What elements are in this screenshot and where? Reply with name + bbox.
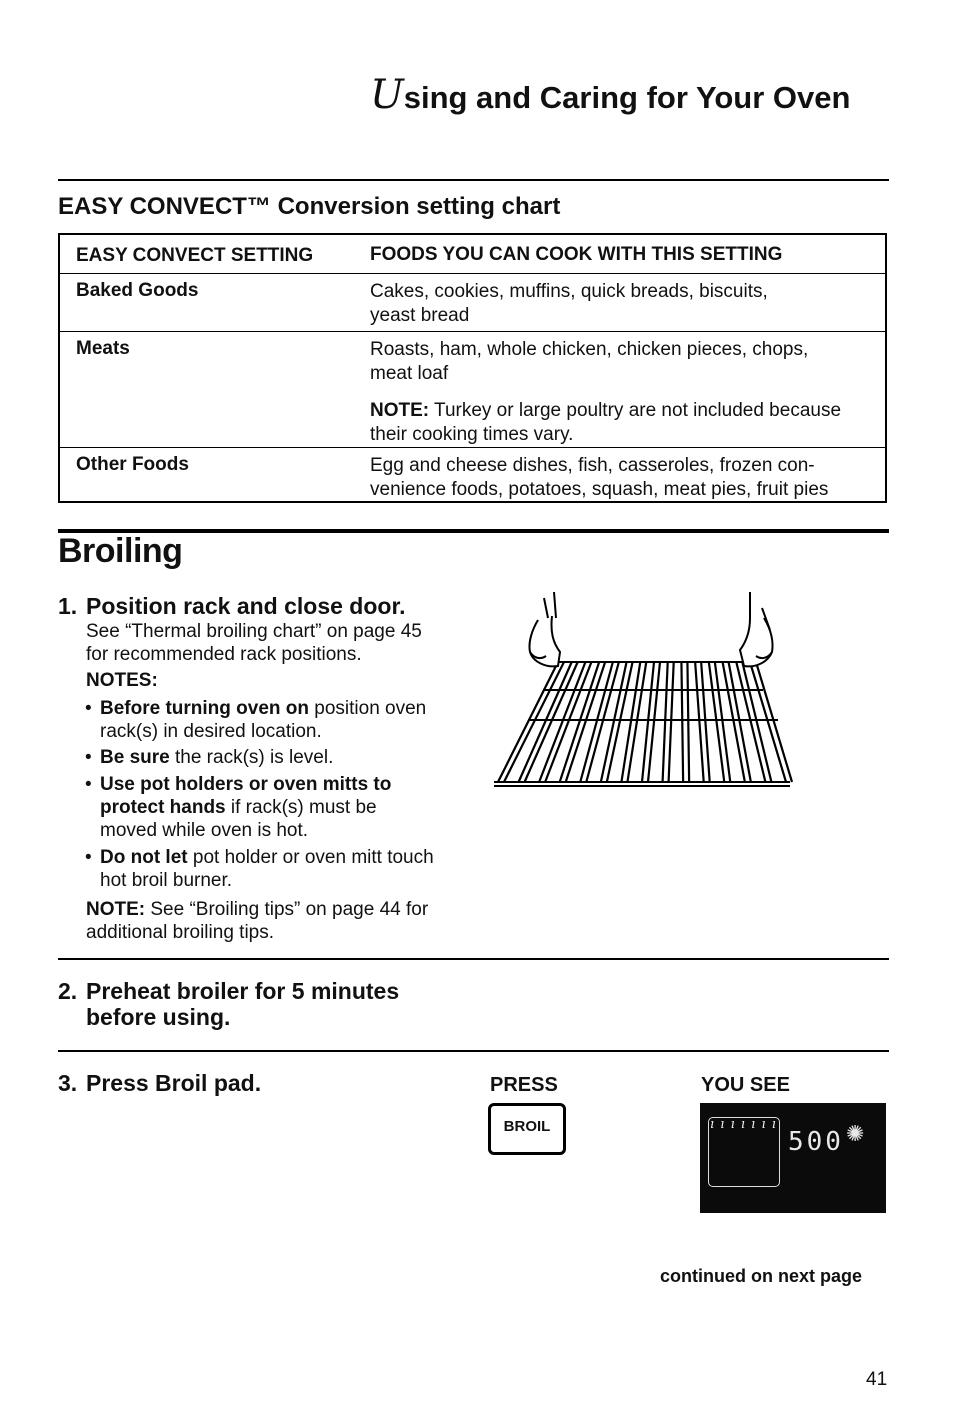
list-item xyxy=(85,773,392,842)
bullet-dot: • xyxy=(85,847,92,868)
bullet-bold: Do not let xyxy=(100,847,188,868)
section-divider xyxy=(58,958,889,960)
bullet-text: pot holder or oven mitt touch xyxy=(187,847,434,868)
foods-cell xyxy=(370,454,873,502)
foods-line: venience foods, potatoes, squash, meat pies, fruit pies xyxy=(370,479,829,500)
bullet-text: rack(s) in desired location. xyxy=(100,721,322,742)
column-header-setting: EASY CONVECT SETTING xyxy=(76,245,314,266)
foods-line: meat loaf xyxy=(370,363,449,384)
list-item xyxy=(85,846,434,892)
step-1-title: Position rack and close door. xyxy=(86,593,406,619)
conversion-table xyxy=(58,233,887,503)
foods-line: Egg and cheese dishes, fish, casseroles, frozen con- xyxy=(370,455,815,476)
you-see-label: YOU SEE xyxy=(701,1074,790,1096)
foods-cell xyxy=(370,280,873,328)
oven-display xyxy=(700,1103,886,1213)
section-divider xyxy=(58,1050,889,1052)
bullet-bold: Use pot holders or oven mitts to xyxy=(100,774,392,795)
note-text: their cooking times vary. xyxy=(370,424,574,445)
bullet-dot: • xyxy=(85,747,92,768)
table-row xyxy=(60,331,885,447)
bullet-dot: • xyxy=(85,774,92,795)
foods-line: Roasts, ham, whole chicken, chicken pieces, chops, xyxy=(370,339,809,360)
rack-wire xyxy=(504,662,564,782)
header-divider xyxy=(58,179,889,181)
step-1-number: 1. xyxy=(58,593,78,619)
foods-cell xyxy=(370,338,873,447)
body-line: See “Thermal broiling chart” on page 45 xyxy=(86,621,422,642)
rack-wire xyxy=(648,662,660,782)
note-text: additional broiling tips. xyxy=(86,922,275,943)
page-number: 41 xyxy=(866,1369,888,1390)
broil-pad-label: BROIL xyxy=(503,1118,551,1135)
broil-pad-icon xyxy=(488,1103,570,1159)
press-label: PRESS xyxy=(490,1074,558,1096)
step-1-note xyxy=(86,898,428,944)
setting-cell: Meats xyxy=(76,338,130,359)
continued-note: continued on next page xyxy=(660,1266,863,1286)
display-temperature: 500 xyxy=(788,1127,844,1157)
note-text: See “Broiling tips” on page 44 for xyxy=(145,899,429,920)
rack-wire xyxy=(663,662,668,782)
broil-flash-icon: ✺ xyxy=(846,1121,865,1146)
step-2-title-line: before using. xyxy=(86,1004,231,1030)
bullet-bold: protect hands xyxy=(100,797,226,818)
list-item xyxy=(85,746,334,769)
conversion-chart-heading: EASY CONVECT™ Conversion setting chart xyxy=(58,193,561,220)
bullet-text: if rack(s) must be xyxy=(225,797,377,818)
note-text: Turkey or large poultry are not included because xyxy=(429,400,842,421)
step-2-title-line: Preheat broiler for 5 minutes xyxy=(86,978,400,1004)
notes-label: NOTES: xyxy=(86,670,158,691)
title-script-letter: U xyxy=(370,72,404,118)
foods-line: Cakes, cookies, muffins, quick breads, biscuits, xyxy=(370,281,768,302)
setting-cell: Other Foods xyxy=(76,454,189,475)
bullet-dot: • xyxy=(85,698,92,719)
step-2-number: 2. xyxy=(58,978,78,1004)
step-3-title: Press Broil pad. xyxy=(86,1070,262,1096)
bullet-bold: Be sure xyxy=(100,747,170,768)
note-label: NOTE: xyxy=(370,400,430,421)
bullet-text: the rack(s) is level. xyxy=(169,747,334,768)
rack-wire xyxy=(607,662,633,782)
page-title xyxy=(370,72,850,118)
oven-rack-illustration xyxy=(488,590,798,790)
meats-note xyxy=(370,399,873,423)
rack-wire xyxy=(681,662,683,782)
body-line: for recommended rack positions. xyxy=(86,644,362,665)
foods-line: yeast bread xyxy=(370,305,470,326)
rack-wire xyxy=(687,662,689,782)
rack-wire xyxy=(669,662,674,782)
bullet-text: position oven xyxy=(309,698,427,719)
table-header-row xyxy=(60,235,885,273)
column-header-foods: FOODS YOU CAN COOK WITH THIS SETTING xyxy=(370,244,783,265)
broiling-heading: Broiling xyxy=(58,532,183,570)
step-2-title xyxy=(86,978,399,1030)
step-1-body xyxy=(86,620,422,666)
bullet-text: moved while oven is hot. xyxy=(100,820,309,841)
note-label: NOTE: xyxy=(86,899,146,920)
title-text: sing and Caring for Your Oven xyxy=(403,80,851,115)
section-divider xyxy=(58,529,889,533)
setting-cell: Baked Goods xyxy=(76,280,199,301)
table-row xyxy=(60,273,885,331)
bullet-bold: Before turning oven on xyxy=(100,698,309,719)
rack-wire xyxy=(498,662,558,782)
step-3-number: 3. xyxy=(58,1070,78,1096)
display-heat-bars-icon: ı ı ı ı ı ı ı xyxy=(710,1117,777,1132)
list-item xyxy=(85,697,427,743)
bullet-text: hot broil burner. xyxy=(100,870,233,891)
table-row xyxy=(60,447,885,503)
